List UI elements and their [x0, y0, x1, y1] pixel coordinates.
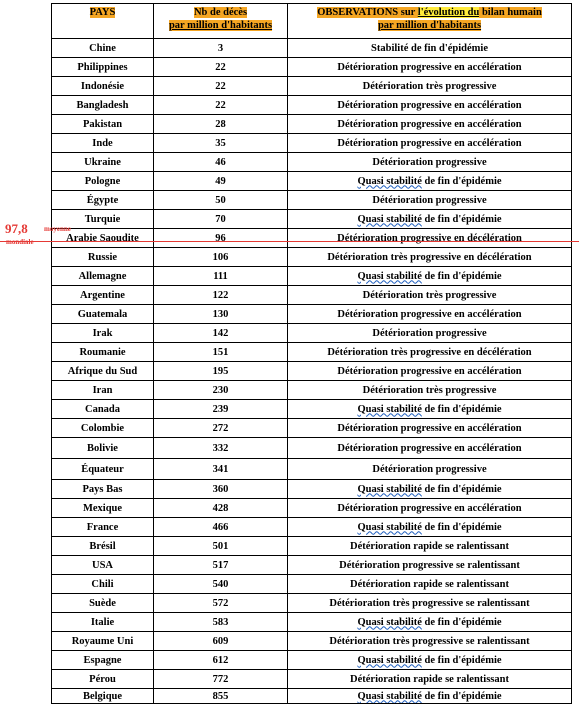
table-row [52, 632, 572, 651]
header-obs-a: OBSERVATIONS sur [317, 7, 418, 18]
cell-observation [288, 518, 572, 537]
cell-deaths: 517 [154, 556, 288, 575]
cell-deaths: 111 [154, 267, 288, 286]
cell-observation: Détérioration très progressive en décélération [288, 248, 572, 267]
cell-deaths: 239 [154, 400, 288, 419]
table-row [52, 438, 572, 459]
quasi-stability-text: Quasi stabilité [357, 213, 422, 225]
cell-observation [288, 480, 572, 499]
table-row [52, 248, 572, 267]
cell-observation: Détérioration progressive en décélération [288, 229, 572, 248]
cell-country: Chine [52, 39, 154, 58]
cell-country: Chili [52, 575, 154, 594]
cell-country: Russie [52, 248, 154, 267]
cell-deaths: 22 [154, 58, 288, 77]
header-obs-b: l'évolution du [417, 7, 480, 18]
header-obs-c: bilan humain [479, 7, 542, 18]
cell-observation [288, 651, 572, 670]
cell-deaths: 70 [154, 210, 288, 229]
cell-deaths: 501 [154, 537, 288, 556]
cell-observation: Détérioration progressive en accélération [288, 115, 572, 134]
cell-country: Pays Bas [52, 480, 154, 499]
cell-country: Indonésie [52, 77, 154, 96]
cell-deaths: 332 [154, 438, 288, 459]
cell-observation: Stabilité de fin d'épidémie [288, 39, 572, 58]
table-row [52, 362, 572, 381]
cell-deaths: 609 [154, 632, 288, 651]
cell-deaths: 22 [154, 77, 288, 96]
header-country-label: PAYS [89, 7, 116, 18]
table-row [52, 499, 572, 518]
cell-deaths: 35 [154, 134, 288, 153]
table-row [52, 381, 572, 400]
cell-observation: Détérioration progressive [288, 459, 572, 480]
cell-country: Irak [52, 324, 154, 343]
table-row [52, 651, 572, 670]
cell-country: USA [52, 556, 154, 575]
cell-country: Bangladesh [52, 96, 154, 115]
cell-observation: Détérioration rapide se ralentissant [288, 670, 572, 689]
cell-country: Pérou [52, 670, 154, 689]
cell-deaths: 122 [154, 286, 288, 305]
table-row [52, 670, 572, 689]
table-row [52, 267, 572, 286]
header-country [52, 4, 154, 39]
observation-text: de fin d'épidémie [421, 175, 502, 187]
table-row [52, 518, 572, 537]
cell-country: Espagne [52, 651, 154, 670]
cell-observation [288, 400, 572, 419]
cell-deaths: 49 [154, 172, 288, 191]
table-row [52, 229, 572, 248]
cell-deaths: 230 [154, 381, 288, 400]
cell-deaths: 572 [154, 594, 288, 613]
observation-text: de fin d'épidémie [421, 483, 502, 495]
cell-deaths: 612 [154, 651, 288, 670]
cell-observation: Détérioration progressive [288, 324, 572, 343]
header-observations [288, 4, 572, 39]
table-row [52, 305, 572, 324]
cell-observation [288, 210, 572, 229]
table-row [52, 594, 572, 613]
cell-observation: Détérioration progressive [288, 153, 572, 172]
quasi-stability-text: Quasi stabilité [357, 270, 422, 282]
quasi-stability-text: Quasi stabilité [357, 654, 422, 666]
table-row [52, 286, 572, 305]
observation-text: de fin d'épidémie [421, 270, 502, 282]
cell-deaths: 50 [154, 191, 288, 210]
table-row [52, 191, 572, 210]
world-mean-line [0, 241, 579, 242]
cell-observation: Détérioration progressive en accélération [288, 58, 572, 77]
cell-country: Brésil [52, 537, 154, 556]
table-row [52, 537, 572, 556]
observation-text: de fin d'épidémie [421, 690, 502, 702]
cell-deaths: 22 [154, 96, 288, 115]
cell-country: Suède [52, 594, 154, 613]
cell-deaths: 428 [154, 499, 288, 518]
quasi-stability-text: Quasi stabilité [357, 690, 422, 702]
table-row [52, 77, 572, 96]
cell-country: Allemagne [52, 267, 154, 286]
cell-country: Argentine [52, 286, 154, 305]
cell-observation [288, 172, 572, 191]
cell-observation: Détérioration progressive se ralentissant [288, 556, 572, 575]
table-row [52, 172, 572, 191]
cell-deaths: 96 [154, 229, 288, 248]
cell-observation: Détérioration rapide se ralentissant [288, 575, 572, 594]
table-row [52, 134, 572, 153]
cell-country: Philippines [52, 58, 154, 77]
cell-observation: Détérioration très progressive [288, 381, 572, 400]
cell-deaths: 106 [154, 248, 288, 267]
table-row [52, 96, 572, 115]
table-row [52, 58, 572, 77]
quasi-stability-text: Quasi stabilité [357, 616, 422, 628]
cell-deaths: 360 [154, 480, 288, 499]
table-row [52, 153, 572, 172]
cell-country: Inde [52, 134, 154, 153]
cell-observation: Détérioration progressive en accélération [288, 362, 572, 381]
cell-observation: Détérioration très progressive se ralentissant [288, 632, 572, 651]
cell-country: Afrique du Sud [52, 362, 154, 381]
observation-text: de fin d'épidémie [421, 521, 502, 533]
header-deaths-line2: par million d'habitants [168, 20, 273, 31]
quasi-stability-text: Quasi stabilité [357, 403, 422, 415]
table-row [52, 575, 572, 594]
cell-deaths: 46 [154, 153, 288, 172]
table-row [52, 459, 572, 480]
cell-deaths: 28 [154, 115, 288, 134]
table-row [52, 324, 572, 343]
cell-observation: Détérioration très progressive [288, 286, 572, 305]
cell-observation [288, 613, 572, 632]
cell-deaths: 195 [154, 362, 288, 381]
table-row [52, 613, 572, 632]
cell-observation: Détérioration progressive en accélération [288, 438, 572, 459]
cell-country: Égypte [52, 191, 154, 210]
cell-country: Guatemala [52, 305, 154, 324]
cell-country: Pakistan [52, 115, 154, 134]
cell-country: Pologne [52, 172, 154, 191]
cell-country: Équateur [52, 459, 154, 480]
cell-observation: Détérioration rapide se ralentissant [288, 537, 572, 556]
cell-country: France [52, 518, 154, 537]
quasi-stability-text: Quasi stabilité [357, 175, 422, 187]
cell-country: Arabie Saoudite [52, 229, 154, 248]
cell-country: Royaume Uni [52, 632, 154, 651]
cell-country: Ukraine [52, 153, 154, 172]
cell-observation: Détérioration progressive en accélération [288, 499, 572, 518]
cell-observation: Détérioration très progressive en décélération [288, 343, 572, 362]
cell-observation: Détérioration progressive en accélération [288, 96, 572, 115]
quasi-stability-text: Quasi stabilité [357, 521, 422, 533]
cell-deaths: 142 [154, 324, 288, 343]
world-mean-label-2: mondiale [6, 238, 34, 246]
cell-observation: Détérioration progressive [288, 191, 572, 210]
table-row [52, 210, 572, 229]
cell-deaths: 772 [154, 670, 288, 689]
cell-deaths: 583 [154, 613, 288, 632]
table-row [52, 115, 572, 134]
cell-country: Turquie [52, 210, 154, 229]
quasi-stability-text: Quasi stabilité [357, 483, 422, 495]
cell-deaths: 3 [154, 39, 288, 58]
world-mean-label-1: moyenne [44, 225, 71, 233]
table-row [52, 689, 572, 704]
cell-observation: Détérioration progressive en accélération [288, 134, 572, 153]
cell-observation: Détérioration progressive en accélération [288, 419, 572, 438]
observation-text: de fin d'épidémie [421, 654, 502, 666]
observation-text: de fin d'épidémie [421, 403, 502, 415]
table-row [52, 39, 572, 58]
cell-country: Iran [52, 381, 154, 400]
cell-deaths: 341 [154, 459, 288, 480]
header-obs-line2: par million d'habitants [377, 20, 482, 31]
cell-observation [288, 267, 572, 286]
country-deaths-table [51, 3, 572, 704]
cell-deaths: 130 [154, 305, 288, 324]
observation-text: de fin d'épidémie [421, 213, 502, 225]
cell-country: Mexique [52, 499, 154, 518]
header-deaths-line1: Nb de décès [193, 7, 248, 18]
cell-observation: Détérioration très progressive se ralentissant [288, 594, 572, 613]
cell-country: Colombie [52, 419, 154, 438]
cell-deaths: 151 [154, 343, 288, 362]
cell-deaths: 272 [154, 419, 288, 438]
cell-country: Belgique [52, 689, 154, 704]
table-row [52, 556, 572, 575]
table-row [52, 343, 572, 362]
cell-country: Bolivie [52, 438, 154, 459]
cell-observation [288, 689, 572, 704]
table-header-row [52, 4, 572, 39]
cell-observation: Détérioration progressive en accélération [288, 305, 572, 324]
cell-deaths: 855 [154, 689, 288, 704]
cell-deaths: 466 [154, 518, 288, 537]
cell-country: Canada [52, 400, 154, 419]
cell-country: Roumanie [52, 343, 154, 362]
cell-observation: Détérioration très progressive [288, 77, 572, 96]
table-row [52, 480, 572, 499]
cell-deaths: 540 [154, 575, 288, 594]
table-row [52, 400, 572, 419]
table-row [52, 419, 572, 438]
cell-country: Italie [52, 613, 154, 632]
world-mean-value: 97,8 [5, 221, 28, 236]
observation-text: de fin d'épidémie [421, 616, 502, 628]
header-deaths [154, 4, 288, 39]
